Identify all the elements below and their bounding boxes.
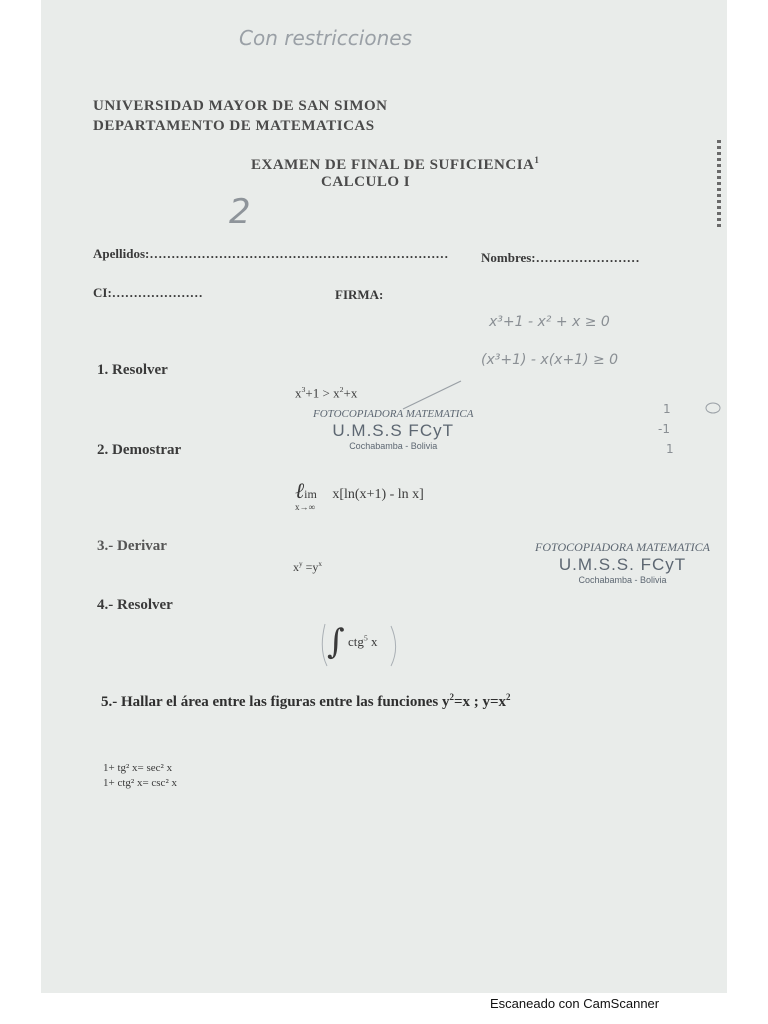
scanned-exam-sheet bbox=[41, 0, 727, 993]
course-title: CALCULO I bbox=[321, 174, 411, 190]
department-name: DEPARTAMENTO DE MATEMATICAS bbox=[93, 118, 375, 134]
identity-2: 1+ ctg² x= csc² x bbox=[103, 777, 177, 789]
pencil-bracket bbox=[321, 620, 401, 670]
field-nombres: Nombres:…………………… bbox=[481, 250, 640, 265]
handwritten-work-line2: (x³+1) - x(x+1) ≥ 0 bbox=[481, 352, 619, 368]
field-firma: FIRMA: bbox=[335, 287, 384, 302]
field-apellidos: Apellidos:…………………………………………………………… bbox=[93, 246, 449, 261]
margin-mark-1: 1 bbox=[663, 402, 671, 416]
question-1-expression: $x^3+1 > x^2+x$ bbox=[295, 385, 358, 401]
margin-mark-2: -1 bbox=[658, 422, 670, 436]
stamp-1: FOTOCOPIADORA MATEMATICA U.M.S.S FCyT Cochabamba - Bolivia bbox=[313, 408, 474, 451]
question-4-label: 4.- Resolver bbox=[97, 597, 173, 613]
question-1-label: 1. Resolver bbox=[97, 362, 168, 378]
university-name: UNIVERSIDAD MAYOR DE SAN SIMON bbox=[93, 98, 388, 114]
margin-circle bbox=[703, 400, 723, 416]
question-5: 5.- Hallar el área entre las figuras entre las funciones $y^2=x$ ; $y=x^2$ bbox=[101, 692, 511, 710]
margin-mark-3: 1 bbox=[666, 442, 674, 456]
exam-title: EXAMEN DE FINAL DE SUFICIENCIA$^1$ bbox=[251, 155, 540, 173]
field-ci: CI:………………… bbox=[93, 285, 203, 300]
identity-1: 1+ tg² x= sec² x bbox=[103, 762, 173, 774]
handwritten-mark: 2 bbox=[229, 192, 251, 232]
question-4-integral: ∫ ctg$^5$ x bbox=[327, 622, 378, 662]
handwritten-work-line1: x³+1 - x² + x ≥ 0 bbox=[489, 314, 610, 330]
question-3-expression: $x^y =y^x$ bbox=[293, 560, 322, 574]
question-2-limit: ℓim x[ln(x+1) - ln x] x→∞ bbox=[295, 478, 424, 512]
camscanner-footer: Escaneado con CamScanner bbox=[490, 996, 660, 1011]
scan-edge-mark bbox=[717, 140, 721, 230]
question-2-label: 2. Demostrar bbox=[97, 442, 182, 458]
question-3-label: 3.- Derivar bbox=[97, 538, 167, 554]
stamp-2: FOTOCOPIADORA MATEMATICA U.M.S.S. FCyT Cochabamba - Bolivia bbox=[535, 540, 710, 585]
handwritten-note: Con restricciones bbox=[239, 26, 412, 50]
